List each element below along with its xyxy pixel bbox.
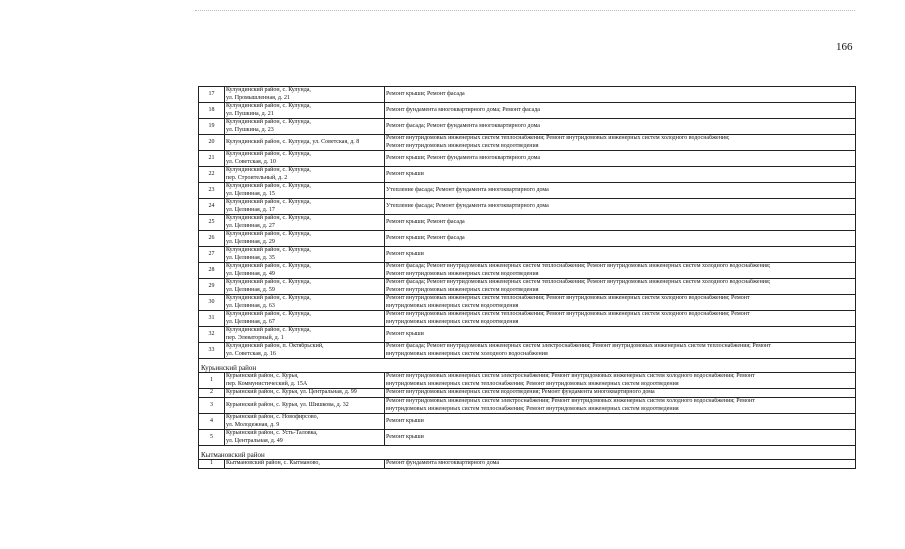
row-works: Ремонт крыши [385, 430, 856, 446]
document-body [198, 86, 856, 469]
row-works: Ремонт фундамента многоквартирного дома [385, 460, 856, 469]
row-address: Кулундинский район, с. Кулунда, ул. Целинная, д. 35 [225, 247, 385, 263]
row-address: Кулундинский район, с. Кулунда, ул. Пушкина, д. 21 [225, 103, 385, 119]
table-row [199, 183, 856, 199]
row-address: Курьинский район, с. Курья, ул. Центральная, д. 99 [225, 389, 385, 398]
row-number: 1 [199, 460, 225, 469]
row-address: Кулундинский район, с. Кулунда, пер. Строительный, д. 2 [225, 167, 385, 183]
row-number: 33 [199, 343, 225, 359]
district-heading: Курьинский район [199, 359, 856, 373]
row-number: 26 [199, 231, 225, 247]
row-number: 17 [199, 87, 225, 103]
page-number: 166 [836, 41, 853, 53]
row-number: 29 [199, 279, 225, 295]
row-number: 3 [199, 398, 225, 414]
row-works: Ремонт фасада; Ремонт внутридомовых инженерных систем теплоснабжения; Ремонт внутридомовых инженерных систем холодного водоснабжения; Ремонт внутридомовых инженерных систем водоотведения [385, 263, 856, 279]
row-works: Ремонт крыши; Ремонт фундамента многоквартирного дома [385, 151, 856, 167]
table-row [199, 430, 856, 446]
table-row [199, 343, 856, 359]
row-number: 30 [199, 295, 225, 311]
row-works: Ремонт фасада; Ремонт фундамента многоквартирного дома [385, 119, 856, 135]
row-number: 1 [199, 373, 225, 389]
table-row [199, 295, 856, 311]
row-address: Кулундинский район, с. Кулунда, пер. Элеваторный, д. 1 [225, 327, 385, 343]
row-works: Ремонт внутридомовых инженерных систем теплоснабжения; Ремонт внутридомовых инженерных систем холодного водоснабжения; Ремонт внутридомовых инженерных систем водоотведения [385, 311, 856, 327]
table-row [199, 103, 856, 119]
row-address: Кулундинский район, с. Кулунда, ул. Целинная, д. 15 [225, 183, 385, 199]
row-number: 18 [199, 103, 225, 119]
table-row [199, 151, 856, 167]
table-row [199, 215, 856, 231]
row-number: 20 [199, 135, 225, 151]
row-address: Кулундинский район, с. Кулунда, ул. Пушкина, д. 23 [225, 119, 385, 135]
row-number: 27 [199, 247, 225, 263]
top-scan-rule [195, 10, 855, 11]
district-heading-row [199, 446, 856, 460]
row-number: 4 [199, 414, 225, 430]
row-works: Ремонт фасада; Ремонт внутридомовых инженерных систем теплоснабжения; Ремонт внутридомовых инженерных систем холодного водоснабжения; Ремонт внутридомовых инженерных систем водоотведения [385, 279, 856, 295]
table-row [199, 135, 856, 151]
table-row [199, 167, 856, 183]
row-address: Кулундинский район, с. Кулунда, ул. Целинная, д. 67 [225, 311, 385, 327]
row-works: Ремонт крыши [385, 327, 856, 343]
row-number: 32 [199, 327, 225, 343]
row-number: 31 [199, 311, 225, 327]
row-number: 22 [199, 167, 225, 183]
table-row [199, 373, 856, 389]
row-works: Ремонт фасада; Ремонт внутридомовых инженерных систем электроснабжения; Ремонт внутридомовых инженерных систем теплоснабжения; Ремонт внутридомовых инженерных систем холодного водоснабжения [385, 343, 856, 359]
table-row [199, 389, 856, 398]
district-heading-row [199, 359, 856, 373]
row-address: Кытмановский район, с. Кытманово, [225, 460, 385, 469]
row-works: Ремонт внутридомовых инженерных систем теплоснабжения; Ремонт внутридомовых инженерных систем холодного водоснабжения; Ремонт внутридомовых инженерных систем водоотведения [385, 135, 856, 151]
row-works: Ремонт внутридомовых инженерных систем электроснабжения; Ремонт внутридомовых инженерных систем холодного водоснабжения; Ремонт внутридомовых инженерных систем теплоснабжения; Ремонт внутридомовых инженерных систем водоотведения [385, 373, 856, 389]
row-address: Кулундинский район, с. Кулунда, ул. Советская, д. 8 [225, 135, 385, 151]
row-number: 23 [199, 183, 225, 199]
row-works: Ремонт крыши; Ремонт фасада [385, 231, 856, 247]
row-works: Ремонт фундамента многоквартирного дома; Ремонт фасада [385, 103, 856, 119]
row-address: Кулундинский район, с. Кулунда, ул. Целинная, д. 17 [225, 199, 385, 215]
row-address: Кулундинский район, п. Октябрьский, ул. Советская, д. 16 [225, 343, 385, 359]
row-address: Кулундинский район, с. Кулунда, ул. Целинная, д. 63 [225, 295, 385, 311]
row-address: Кулундинский район, с. Кулунда, ул. Советская, д. 10 [225, 151, 385, 167]
row-number: 25 [199, 215, 225, 231]
row-address: Курьинский район, с. Новофирсово, ул. Молодежная, д. 9 [225, 414, 385, 430]
row-number: 5 [199, 430, 225, 446]
row-number: 19 [199, 119, 225, 135]
table-row [199, 311, 856, 327]
row-address: Кулундинский район, с. Кулунда, ул. Промышленная, д. 21 [225, 87, 385, 103]
row-address: Кулундинский район, с. Кулунда, ул. Целинная, д. 29 [225, 231, 385, 247]
row-works: Ремонт внутридомовых инженерных систем электроснабжения; Ремонт внутридомовых инженерных систем холодного водоснабжения; Ремонт внутридомовых инженерных систем теплоснабжения; Ремонт внутридомовых инженерных систем водоотведения [385, 398, 856, 414]
table-row [199, 199, 856, 215]
row-address: Кулундинский район, с. Кулунда, ул. Целинная, д. 49 [225, 263, 385, 279]
table-row [199, 414, 856, 430]
table-row [199, 398, 856, 414]
row-address: Курьинский район, с. Усть-Таловка, ул. Центральная, д. 49 [225, 430, 385, 446]
table-row [199, 263, 856, 279]
row-number: 28 [199, 263, 225, 279]
district-heading: Кытмановский район [199, 446, 856, 460]
row-works: Ремонт внутридомовых инженерных систем водоотведения; Ремонт фундамента многоквартирного дома [385, 389, 856, 398]
row-address: Курьинский район, с. Курья, пер. Коммунистический, д. 15А [225, 373, 385, 389]
row-address: Курьинский район, с. Курья, ул. Шишкова, д. 32 [225, 398, 385, 414]
row-number: 2 [199, 389, 225, 398]
table-row [199, 327, 856, 343]
row-number: 21 [199, 151, 225, 167]
row-works: Утепление фасада; Ремонт фундамента многоквартирного дома [385, 199, 856, 215]
row-works: Ремонт крыши; Ремонт фасада [385, 87, 856, 103]
table-row [199, 231, 856, 247]
table-row [199, 460, 856, 469]
row-address: Кулундинский район, с. Кулунда, ул. Целинная, д. 59 [225, 279, 385, 295]
table-row [199, 119, 856, 135]
row-works: Ремонт крыши; Ремонт фасада [385, 215, 856, 231]
table-row [199, 87, 856, 103]
table-row [199, 247, 856, 263]
repair-table [198, 86, 856, 469]
row-address: Кулундинский район, с. Кулунда, ул. Целинная, д. 27 [225, 215, 385, 231]
row-works: Ремонт крыши [385, 167, 856, 183]
row-works: Ремонт крыши [385, 414, 856, 430]
row-works: Ремонт крыши [385, 247, 856, 263]
row-works: Утепление фасада; Ремонт фундамента многоквартирного дома [385, 183, 856, 199]
row-works: Ремонт внутридомовых инженерных систем теплоснабжения; Ремонт внутридомовых инженерных систем холодного водоснабжения; Ремонт внутридомовых инженерных систем водоотведения [385, 295, 856, 311]
row-number: 24 [199, 199, 225, 215]
table-row [199, 279, 856, 295]
